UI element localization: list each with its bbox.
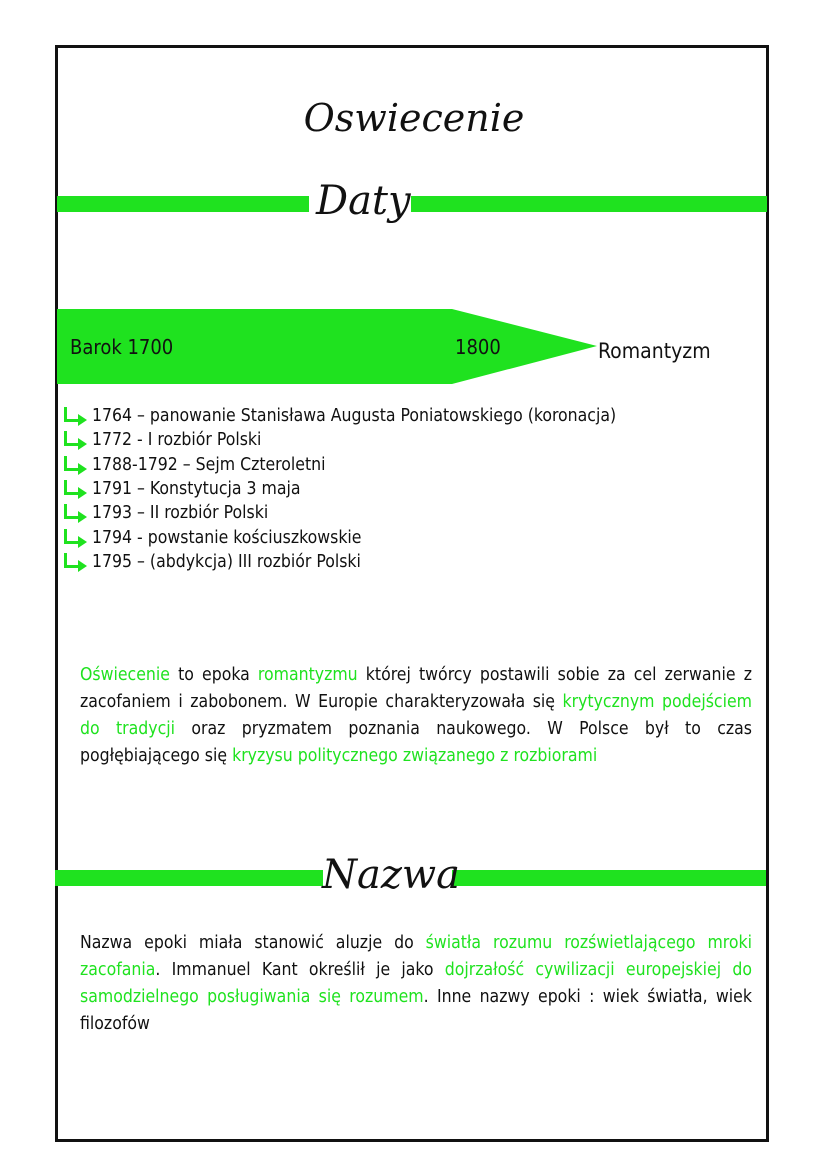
event-text: 1794 - powstanie kościuszkowskie bbox=[92, 527, 362, 548]
header-bar-left bbox=[55, 870, 323, 886]
paragraph-text: . Immanuel Kant określił je jako bbox=[155, 960, 445, 980]
dates-heading: Daty bbox=[316, 178, 411, 224]
event-text: 1795 – (abdykcja) III rozbiór Polski bbox=[92, 551, 361, 572]
right-turn-arrow-icon bbox=[64, 503, 88, 523]
highlight-term: Oświecenie bbox=[80, 665, 170, 685]
list-item bbox=[64, 525, 616, 549]
paragraph-text: Nazwa epoki miała stanowić aluzje do bbox=[80, 933, 426, 953]
event-text: 1772 - I rozbiór Polski bbox=[92, 430, 262, 451]
name-heading: Nazwa bbox=[322, 852, 461, 898]
event-text: 1793 – II rozbiór Polski bbox=[92, 503, 269, 524]
timeline-mid-label: 1800 bbox=[455, 335, 501, 359]
paragraph-text: której twórcy postawili sobie za cel zerwanie z zacofaniem i zabobonem. W Europie charakteryzowała się bbox=[80, 665, 752, 712]
header-bar-left bbox=[57, 196, 309, 212]
list-item bbox=[64, 550, 616, 574]
header-bar-right bbox=[452, 870, 766, 886]
event-text: 1764 – panowanie Stanisława Augusta Poniatowskiego (koronacja) bbox=[92, 406, 617, 427]
timeline-start-label: Barok 1700 bbox=[70, 335, 174, 359]
right-turn-arrow-icon bbox=[64, 455, 88, 475]
paragraph-text: . Inne nazwy epoki : wiek światła, wiek filozofów bbox=[80, 987, 752, 1034]
events-list bbox=[64, 404, 616, 574]
highlight-term: krytycznym podejściem do tradycji bbox=[80, 692, 752, 739]
right-turn-arrow-icon bbox=[64, 430, 88, 450]
highlight-term: kryzysu politycznego związanego z rozbiorami bbox=[232, 746, 598, 766]
right-turn-arrow-icon bbox=[64, 406, 88, 426]
timeline-end-label: Romantyzm bbox=[598, 339, 711, 363]
list-item bbox=[64, 501, 616, 525]
list-item bbox=[64, 453, 616, 477]
right-turn-arrow-icon bbox=[64, 479, 88, 499]
name-description bbox=[80, 930, 752, 1038]
paragraph-text: oraz pryzmatem poznania naukowego. W Polsce był to czas pogłębiającego się bbox=[80, 719, 752, 766]
paragraph-text: to epoka bbox=[169, 665, 258, 685]
highlight-term: romantyzmu bbox=[257, 665, 358, 685]
list-item bbox=[64, 477, 616, 501]
header-bar-right bbox=[411, 196, 767, 212]
list-item bbox=[64, 404, 616, 428]
event-text: 1791 – Konstytucja 3 maja bbox=[92, 479, 301, 500]
event-text: 1788-1792 – Sejm Czteroletni bbox=[92, 454, 326, 475]
list-item bbox=[64, 428, 616, 452]
highlight-term: dojrzałość cywilizacji europejskiej do samodzielnego posługiwania się rozumem bbox=[80, 960, 752, 1007]
page-title: Oswiecenie bbox=[303, 96, 525, 140]
highlight-term: światła rozumu rozświetlającego mroki zacofania bbox=[80, 933, 752, 980]
epoch-description bbox=[80, 662, 752, 770]
right-turn-arrow-icon bbox=[64, 528, 88, 548]
right-turn-arrow-icon bbox=[64, 552, 88, 572]
